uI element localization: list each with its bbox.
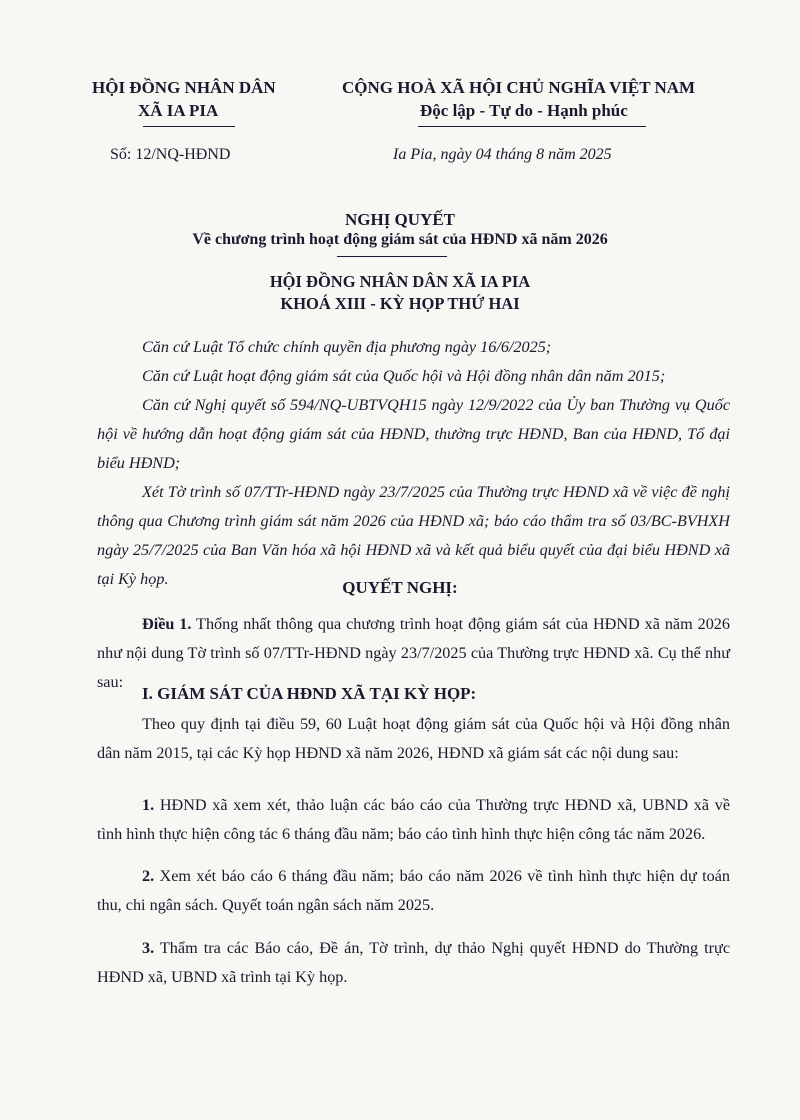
- document-subject: Về chương trình hoạt động giám sát của HĐND xã năm 2026: [192, 231, 608, 248]
- council-name: HỘI ĐỒNG NHÂN DÂN XÃ IA PIA: [269, 272, 531, 291]
- issuing-body-underline: [143, 126, 235, 127]
- national-title: CỘNG HOÀ XÃ HỘI CHỦ NGHĨA VIỆT NAM: [342, 78, 696, 97]
- preamble-consideration: Xét Tờ trình số 07/TTr-HĐND ngày 23/7/2025 của Thường trực HĐND xã về việc đề nghị thông qua Chương trình giám sát năm 2026 của HĐND xã; báo cáo thẩm tra số 03/BC-BVHXH ngày 25/7/2025 của Ban Văn hóa xã hội HĐND xã và kết quả biểu quyết của đại biểu HĐND xã tại Kỳ họp.: [97, 483, 730, 588]
- decision-heading: QUYẾT NGHỊ:: [342, 578, 458, 597]
- document-type: NGHỊ QUYẾT: [344, 210, 456, 229]
- article-1-text: Thống nhất thông qua chương trình hoạt động giám sát của HĐND xã năm 2026 như nội dung Tờ trình số 07/TTr-HĐND ngày 23/7/2025 của Thường trực HĐND xã. Cụ thể như sau:: [97, 615, 730, 691]
- section-1-item-1: [97, 791, 730, 849]
- national-motto-underline: [418, 126, 646, 127]
- item-2-number: 2.: [142, 867, 155, 885]
- preamble-basis-3: Căn cứ Nghị quyết số 594/NQ-UBTVQH15 ngày 12/9/2022 của Ủy ban Thường vụ Quốc hội về hướng dẫn hoạt động giám sát của HĐND, thường trực HĐND, Ban của HĐND, Tổ đại biểu HĐND;: [97, 396, 730, 472]
- section-1-item-3: [97, 934, 730, 992]
- preamble-basis-2: Căn cứ Luật hoạt động giám sát của Quốc hội và Hội đồng nhân dân năm 2015;: [142, 367, 666, 385]
- item-1-text: HĐND xã xem xét, thảo luận các báo cáo của Thường trực HĐND xã, UBND xã về tình hình thực hiện công tác 6 tháng đầu năm; báo cáo tình hình thực hiện công tác năm 2026.: [97, 796, 730, 843]
- national-motto: Độc lập - Tự do - Hạnh phúc: [420, 101, 628, 120]
- section-1-item-2: [97, 862, 730, 920]
- preamble-basis-1: Căn cứ Luật Tổ chức chính quyền địa phương ngày 16/6/2025;: [142, 338, 552, 356]
- place-and-date: Ia Pia, ngày 04 tháng 8 năm 2025: [393, 146, 612, 163]
- section-1-title: I. GIÁM SÁT CỦA HĐND XÃ TẠI KỲ HỌP:: [142, 684, 477, 703]
- item-3-text: Thẩm tra các Báo cáo, Đề án, Tờ trình, dự thảo Nghị quyết HĐND do Thường trực HĐND xã, UBND xã trình tại Kỳ họp.: [97, 939, 730, 986]
- item-1-number: 1.: [142, 796, 155, 814]
- issuing-body-line2: XÃ IA PIA: [138, 101, 219, 120]
- item-2-text: Xem xét báo cáo 6 tháng đầu năm; báo cáo năm 2026 về tình hình thực hiện dự toán thu, chi ngân sách. Quyết toán ngân sách năm 2025.: [97, 867, 730, 914]
- issuing-body-line1: HỘI ĐỒNG NHÂN DÂN: [92, 78, 276, 97]
- section-1-intro: Theo quy định tại điều 59, 60 Luật hoạt động giám sát của Quốc hội và Hội đồng nhân dân năm 2015, tại các Kỳ họp HĐND xã năm 2026, HĐND xã giám sát các nội dung sau:: [97, 715, 730, 762]
- item-3-number: 3.: [142, 939, 155, 957]
- council-session: KHOÁ XIII - KỲ HỌP THỨ HAI: [280, 294, 520, 313]
- subject-underline: [337, 256, 447, 257]
- document-number: Số: 12/NQ-HĐND: [110, 146, 231, 163]
- article-1-label: Điều 1.: [142, 615, 192, 633]
